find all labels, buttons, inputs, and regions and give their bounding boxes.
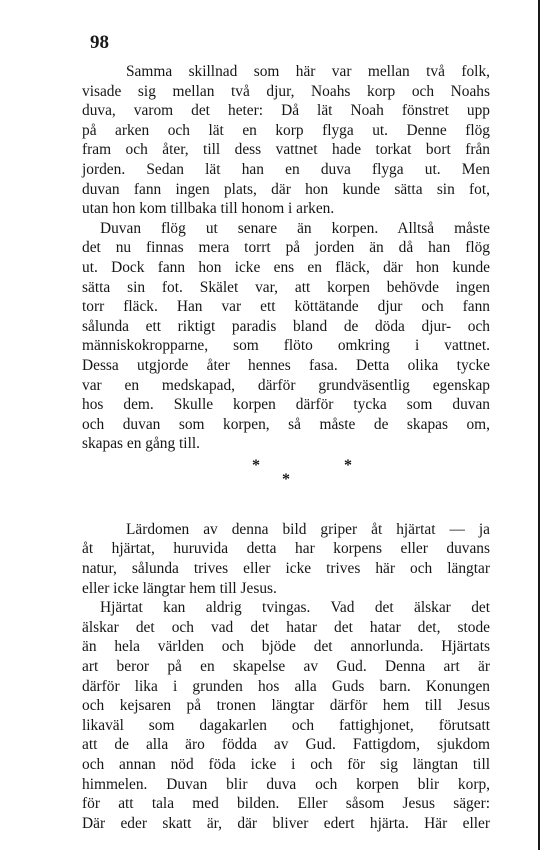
text-line: skapas en gång till. xyxy=(82,435,200,453)
text-line: det nu finnas mera torrt på jorden än då han flög xyxy=(82,239,490,257)
text-line: och annan nöd föda icke i och för sig längtan till xyxy=(82,756,490,773)
text-line: sålunda ett riktigt paradis bland de döda djur- och xyxy=(82,317,490,335)
paragraph-1 xyxy=(82,62,490,219)
text-line: duvan fann ingen plats, där hon kunde sätta sin fot, xyxy=(82,180,490,198)
text-line: Där eder skatt är, där bliver edert hjärta. Här eller xyxy=(82,814,490,832)
text-line: himmelen. Duvan blir duva och korpen blir korp, xyxy=(82,775,490,793)
page-number: 98 xyxy=(90,32,109,53)
divider-asterisk: * xyxy=(344,456,352,474)
page-edge-rule xyxy=(538,0,540,850)
page-body xyxy=(82,62,490,833)
text-line: Dessa utgjorde åter hennes fasa. Detta olika tycke xyxy=(82,356,490,374)
text-line: än hela världen och bjöde det annorlunda. Hjärtats xyxy=(82,638,490,656)
text-line: på arken och lät en korp flyga ut. Denne flög xyxy=(82,121,490,139)
text-line: duva, varom det heter: Då lät Noah fönstret upp xyxy=(82,102,490,120)
text-line: hos dem. Skulle korpen därför tycka som duvan xyxy=(82,396,490,414)
text-line: likaväl som dagakarlen och fattighjonet, förutsatt xyxy=(82,716,490,734)
text-line: jorden. Sedan lät han en duva flyga ut. Men xyxy=(82,160,490,178)
text-line: för att tala med bilden. Eller såsom Jesus säger: xyxy=(82,795,490,813)
text-line: människokropparne, som flöto omkring i vattnet. xyxy=(82,337,490,355)
divider-asterisk: * xyxy=(282,470,290,488)
text-line: åt hjärtat, huruvida detta har korpens eller duvans xyxy=(82,540,490,558)
text-line: att de alla äro födda av Gud. Fattigdom, sjukdom xyxy=(82,736,490,754)
text-line: Samma skillnad som här var mellan två folk, xyxy=(126,63,490,80)
text-line: var en medskapad, därför grundväsentlig egenskap xyxy=(82,376,490,394)
text-line: art beror på en skapelse av Gud. Denna art är xyxy=(82,658,490,676)
text-line: och duvan som korpen, så måste de skapas om, xyxy=(82,415,490,433)
text-line: eller icke längtar hem till Jesus. xyxy=(82,579,277,597)
paragraph-2 xyxy=(82,219,490,454)
text-line: fram och åter, till dess vattnet hade torkat bort från xyxy=(82,141,490,159)
paragraph-4 xyxy=(82,598,490,833)
text-line: sätta sin fot. Skälet var, att korpen behövde ingen xyxy=(82,278,490,296)
section-divider xyxy=(82,454,490,520)
divider-asterisk: * xyxy=(252,456,260,474)
text-line: Lärdomen av denna bild griper åt hjärtat — ja xyxy=(126,520,490,538)
text-line: ut. Dock fann hon icke ens en fläck, där hon kunde xyxy=(82,258,490,276)
text-line: torr fläck. Han var ett köttätande djur och fann xyxy=(82,298,490,316)
text-line: Hjärtat kan aldrig tvingas. Vad det älskar det xyxy=(100,599,490,617)
text-line: Duvan flög ut senare än korpen. Alltså måste xyxy=(100,219,490,237)
text-line: utan hon kom tillbaka till honom i arken. xyxy=(82,200,335,218)
text-line: därför lika i grunden hos alla Guds barn. Konungen xyxy=(82,677,490,695)
text-line: natur, sålunda trives eller icke trives här och längtar xyxy=(82,560,490,578)
paragraph-3 xyxy=(82,520,490,598)
text-line: och kejsaren på tronen längtar därför hem till Jesus xyxy=(82,697,490,715)
text-line: visade sig mellan två djur, Noahs korp och Noahs xyxy=(82,82,490,100)
text-line: älskar det och vad det hatar det hatar det, stode xyxy=(82,618,490,636)
